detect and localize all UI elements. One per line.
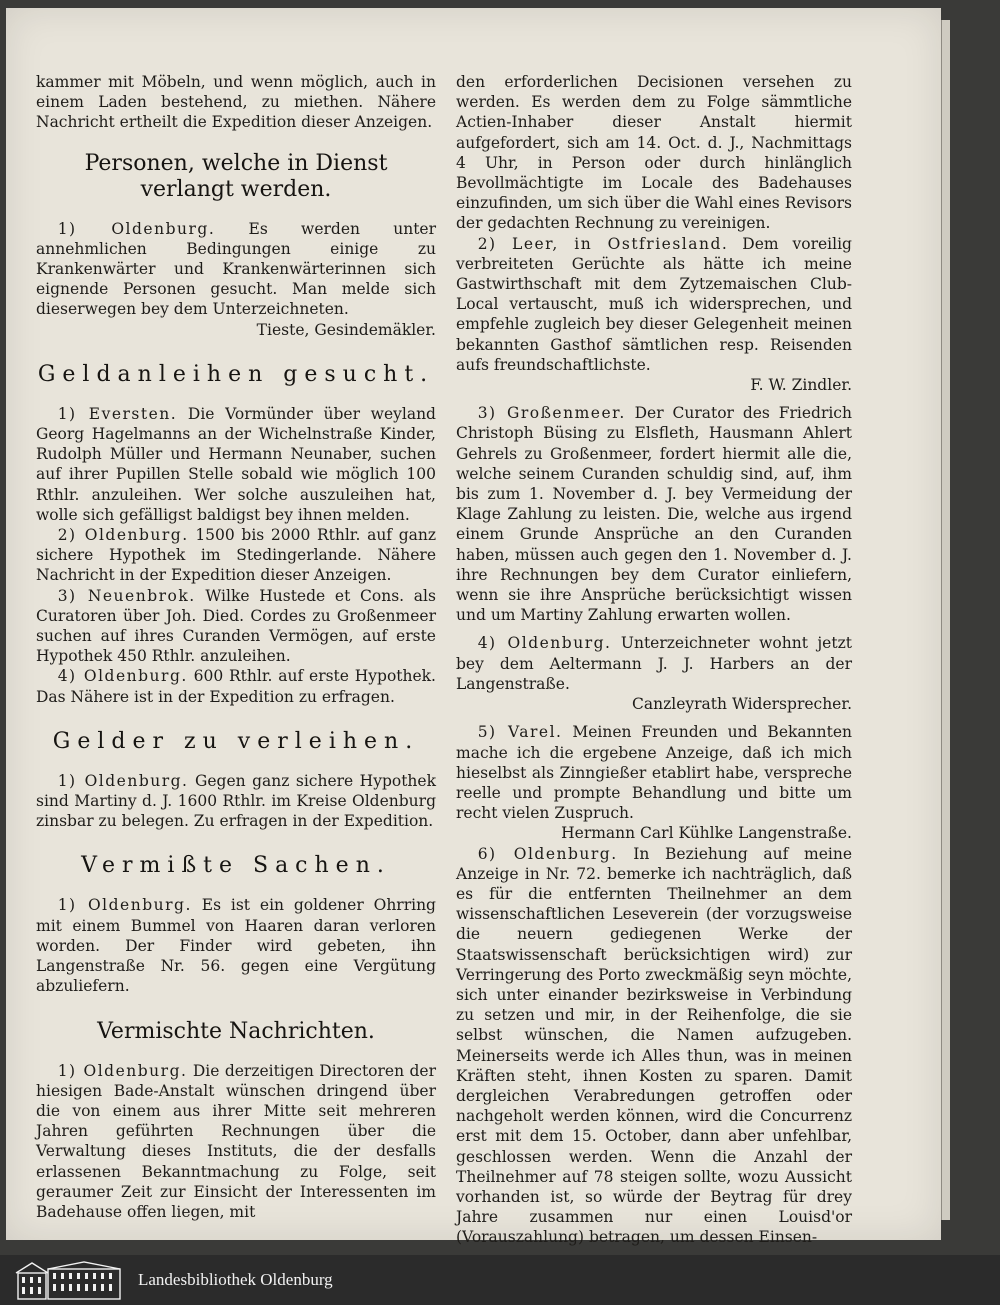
notice-text: Die derzeitigen Directoren der hiesigen Bade-Anstalt wünschen dringend über die von einem aus ihrer Mitte seit mehreren Jahren geführten Rechnungen über die Verwaltung dieses Instituts, die der desfalls erlassenen Bekanntmachung zu Folge, seit geraumer Zeit zur Einsicht der Interessenten im Badehause offen liegen, mit — [36, 1061, 436, 1221]
notice-text: In Beziehung auf meine Anzeige in Nr. 72. bemerke ich nachträglich, daß es für die entfernten Theilnehmer an dem wissenschaftlichen Leseverein (der vorzugsweise die neuern gediegenen Werke der Staatswissenschaft berücksichtigen wird) zur Verringerung des Porto zweckmäßig seyn möchte, sich unter einander bezirksweise in Verbindung zu setzen und mir, in der Reihenfolge, die sie selbst wünschen, die Namen aufzugeben. Meinerseits werde ich Alles thun, was in meinen Kräften steht, ihnen Kosten zu sparen. Damit dergleichen Verabredungen getroffen oder nachgeholt werden können, wird die Concurrenz erst mit dem 15. October, dann aber unfehlbar, geschlossen werden. Wenn die Anzahl der Theilnehmer auf 78 steigen sollte, wozu Aussicht vorhanden ist, so würde der Beytrag für drey Jahre zusammen nur einen Louisd'or (Vorauszahlung) betragen, um dessen Einsen- — [456, 844, 852, 1247]
notice-place: 1) Oldenburg. — [57, 219, 216, 238]
library-building-logo-icon[interactable] — [12, 1259, 124, 1301]
notice-place: 4) Oldenburg. — [477, 634, 612, 653]
notice-place: 1) Eversten. — [57, 404, 178, 423]
library-footer-bar — [0, 1255, 1000, 1305]
library-name[interactable]: Landesbibliothek Oldenburg — [138, 1270, 333, 1289]
notice-signature: Canzleyrath Widersprecher. — [632, 695, 852, 714]
notice-text: 600 Rthlr. auf erste Hypothek. Das Nähere ist in der Expedition zu erfragen. — [36, 667, 436, 706]
notice-signature: Hermann Carl Kühlke Langenstraße. — [561, 824, 852, 843]
page-edge — [941, 20, 950, 1220]
notice-place: 3) Großenmeer. — [477, 404, 626, 423]
notice-place: 4) Oldenburg. — [57, 667, 188, 686]
notice-place: 1) Oldenburg. — [57, 1061, 188, 1080]
notice-text: 1500 bis 2000 Rthlr. auf ganz sichere Hypothek im Stedingerlande. Nähere Nachricht in der Expedition dieser Anzeigen. — [36, 526, 437, 585]
notice-text: Unterzeichneter wohnt jetzt bey dem Aeltermann J. J. Harbers an der Langenstraße. — [456, 634, 852, 693]
section-heading-vermisste: Vermißte Sachen. — [81, 853, 391, 879]
notice-entry — [36, 219, 436, 320]
notice-text: Wilke Hustede et Cons. als Curatoren über Joh. Died. Cordes zu Großenmeer suchen auf ihres Curanden Vermögen, auf erste Hypothek 450 Rthlr. anzuleihen. — [36, 586, 436, 666]
section-heading-vermischte: Vermischte Nachrichten. — [97, 1018, 375, 1044]
notice-entry — [36, 525, 436, 586]
newspaper-page — [6, 8, 941, 1247]
notice-text: Meinen Freunden und Bekannten mache ich die ergebene Anzeige, daß ich mich hieselbst als Zinngießer etablirt habe, verspreche reelle und prompte Behandlung und bitte um recht vielen Zuspruch. — [456, 723, 852, 823]
section-heading-personen: Personen, welche in Dienst verlangt werden. — [84, 150, 388, 202]
notice-text: Es ist ein goldener Ohrring mit einem Bummel von Haaren daran verloren worden. Der Finder wird gebeten, ihn Langenstraße Nr. 56. gegen eine Vergütung abzuliefern. — [36, 896, 436, 996]
notice-text: Gegen ganz sichere Hypothek sind Martiny d. J. 1600 Rthlr. im Kreise Oldenburg zinsbar zu belegen. Zu erfragen in der Expedition. — [36, 771, 436, 831]
notice-place: 6) Oldenburg. — [477, 844, 618, 863]
notice-entry — [456, 722, 852, 823]
notice-text: Der Curator des Friedrich Christoph Büsing zu Elsfleth, Hausmann Ahlert Gehrels zu Großenmeer, fordert hiermit alle die, welche seinem Curanden schuldig sind, auf, ihm bis zum 1. November d. J. bey Vermeidung der Klage Zahlung zu leisten. Die, welche aus irgend einem Grunde Ansprüche an den Curanden haben, müssen auch gegen den 1. November d. J. ihre Rechnungen bey dem Curator einliefern, wenn sie ihre Ansprüche berücksichtigt wissen und um Martiny Zahlung erwarten wollen. — [456, 404, 852, 625]
notice-entry — [36, 404, 436, 525]
notice-place: 1) Oldenburg. — [57, 771, 189, 790]
notice-place: 1) Oldenburg. — [57, 896, 192, 915]
notice-entry — [456, 633, 852, 694]
notice-entry — [36, 1061, 436, 1223]
left-column — [36, 72, 436, 1222]
notice-place: 2) Oldenburg. — [57, 526, 189, 545]
notice-text: Es werden unter annehmlichen Bedingungen einige zu Krankenwärter und Krankenwärterinnen sich eignende Personen gesucht. Man melde sich dieserwegen bey dem Unterzeichneten. — [36, 219, 437, 319]
notice-text: Dem voreilig verbreiteten Gerüchte als hätte ich meine Gastwirthschaft mit dem Zytzemaischen Club-Local vertauscht, muß ich widersprechen, und empfehle zugleich bey dieser Gelegenheit meinen bekannten Gasthof sämtlichen resp. Reisenden aufs freundschaftlichste. — [456, 234, 852, 374]
right-column — [456, 72, 852, 1248]
notice-entry — [36, 586, 436, 667]
notice-signature: Tieste, Gesindemäkler. — [256, 320, 436, 339]
section-heading-geldanleihen: Geldanleihen gesucht. — [37, 361, 435, 387]
notice-place: 3) Neuenbrok. — [57, 586, 196, 605]
notice-signature: F. W. Zindler. — [750, 376, 852, 395]
notice-entry — [36, 895, 436, 996]
notice-text: Die Vormünder über weyland Georg Hagelmanns an der Wichelnstraße Kinder, Rudolph Müller und Hermann Neunaber, suchen auf ihrer Pupillen Stelle sobald wie möglich 100 Rthlr. anzuleihen. Wer solche auszuleihen hat, wolle sich gefälligst baldigst bey ihnen melden. — [36, 404, 436, 524]
section-heading-gelder: Gelder zu verleihen. — [52, 728, 420, 754]
notice-entry — [456, 844, 852, 1248]
continuation-paragraph: den erforderlichen Decisionen versehen zu werden. Es werden dem zu Folge sämmtliche Actien-Inhaber dieser Anstalt hiermit aufgefordert, sich am 14. Oct. d. J., Nachmittags 4 Uhr, in Person oder durch hinlänglich Bevollmächtigte im Locale des Badehauses einzufinden, um sich über die Wahl eines Revisors der gedachten Rechnung zu vereinigen. — [456, 73, 852, 233]
notice-entry — [456, 234, 852, 375]
notice-place: 5) Varel. — [477, 723, 563, 742]
notice-entry — [36, 666, 436, 706]
notice-entry — [456, 403, 852, 625]
notice-entry — [36, 771, 436, 832]
notice-place: 2) Leer, in Ostfriesland. — [477, 234, 729, 253]
intro-paragraph: kammer mit Möbeln, und wenn möglich, auch in einem Laden bestehend, zu miethen. Nähere Nachricht ertheilt die Expedition dieser Anzeigen. — [36, 73, 436, 132]
